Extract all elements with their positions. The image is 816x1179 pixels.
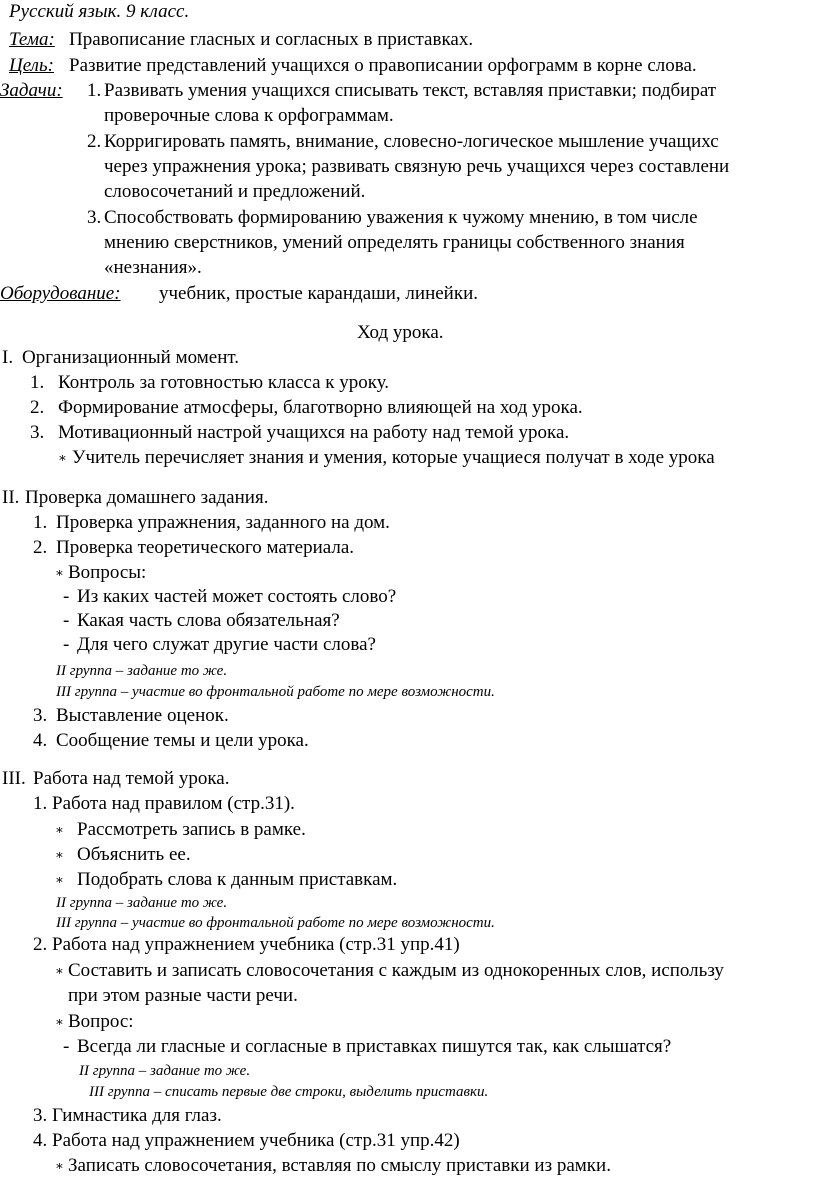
list-item: Формирование атмосферы, благотворно влияющей на ход урока. — [58, 397, 583, 418]
list-item: Выставление оценок. — [56, 705, 229, 726]
item-number: 2. — [33, 537, 48, 558]
task-line: словосочетаний и предложений. — [104, 181, 366, 202]
tasks-label: Задачи: — [0, 80, 63, 101]
equipment-label: Оборудование: — [0, 283, 121, 304]
task-line: Корригировать память, внимание, словесно-логическое мышление учащихс — [104, 131, 719, 152]
asterisk-bullet-icon: ∗ — [55, 847, 64, 862]
task-number: 3. — [87, 207, 102, 228]
bullet-text: Вопросы: — [68, 562, 147, 583]
asterisk-bullet-icon: ∗ — [58, 450, 67, 465]
group-note: II группа – задание то же. — [56, 663, 228, 679]
task-line: через упражнения урока; развивать связную речь учащихся через составлени — [104, 156, 730, 177]
list-item: Проверка теоретического материала. — [56, 537, 355, 558]
group-note: III группа – участие во фронтальной работе по мере возможности. — [56, 915, 495, 931]
bullet-text: Вопрос: — [68, 1011, 134, 1032]
item-number: 1. — [33, 512, 48, 533]
group-note: III группа – участие во фронтальной работе по мере возможности. — [56, 684, 495, 700]
list-item: Контроль за готовностью класса к уроку. — [58, 372, 390, 393]
group-note: III группа – списать первые две строки, выделить приставки. — [89, 1084, 489, 1100]
bullet-text: Рассмотреть запись в рамке. — [77, 819, 306, 840]
list-item: 1. Работа над правилом (стр.31). — [33, 793, 295, 814]
section-title: Работа над темой урока. — [33, 768, 230, 789]
dash-icon: - — [63, 634, 70, 655]
goal-label: Цель: — [9, 55, 54, 76]
list-item: Сообщение темы и цели урока. — [56, 730, 309, 751]
item-number: 3. — [33, 705, 48, 726]
bullet-text: Объяснить ее. — [77, 844, 191, 865]
dash-icon: - — [63, 586, 70, 607]
group-note: II группа – задание то же. — [56, 895, 228, 911]
bullet-text: при этом разные части речи. — [68, 985, 298, 1006]
task-number: 2. — [87, 131, 102, 152]
lesson-title: Ход урока. — [357, 322, 444, 343]
item-number: 1. — [30, 372, 45, 393]
asterisk-bullet-icon: ∗ — [55, 1158, 64, 1173]
bullet-text: Записать словосочетания, вставляя по смыслу приставки из рамки. — [68, 1155, 611, 1176]
task-number: 1. — [87, 80, 102, 101]
list-item: 4. Работа над упражнением учебника (стр.31 упр.42) — [33, 1130, 460, 1151]
list-item: Мотивационный настрой учащихся на работу над темой урока. — [58, 422, 570, 443]
asterisk-bullet-icon: ∗ — [55, 963, 64, 978]
topic-label: Тема: — [9, 29, 55, 50]
section-title: Проверка домашнего задания. — [25, 487, 269, 508]
list-item: 3. Гимнастика для глаз. — [33, 1105, 222, 1126]
bullet-text: Составить и записать словосочетания с каждым из однокоренных слов, использу — [68, 960, 724, 981]
task-line: Развивать умения учащихся списывать текст, вставляя приставки; подбират — [104, 80, 717, 101]
item-number: 2. — [30, 397, 45, 418]
goal-text: Развитие представлений учащихся о правописании орфограмм в корне слова. — [69, 55, 697, 76]
subject-line: Русский язык. 9 класс. — [9, 1, 190, 22]
dash-icon: - — [63, 610, 70, 631]
task-line: мнению сверстников, умений определять границы собственного знания — [104, 232, 685, 253]
asterisk-bullet-icon: ∗ — [55, 565, 64, 580]
task-line: проверочные слова к орфограммам. — [104, 105, 394, 126]
question-item: Для чего служат другие части слова? — [77, 634, 376, 655]
question-item: Из каких частей может состоять слово? — [77, 586, 397, 607]
task-line: «незнания». — [104, 257, 202, 278]
asterisk-bullet-icon: ∗ — [55, 822, 64, 837]
list-item: 2. Работа над упражнением учебника (стр.31 упр.41) — [33, 934, 460, 955]
equipment-text: учебник, простые карандаши, линейки. — [159, 283, 478, 304]
dash-icon: - — [63, 1036, 70, 1057]
topic-text: Правописание гласных и согласных в приставках. — [69, 29, 474, 50]
section-number: III. — [2, 768, 26, 789]
bullet-text: Учитель перечисляет знания и умения, которые учащиеся получат в ходе урока — [72, 447, 715, 468]
asterisk-bullet-icon: ∗ — [55, 872, 64, 887]
item-number: 3. — [30, 422, 45, 443]
section-number: II. — [2, 487, 20, 508]
task-line: Способствовать формированию уважения к чужому мнению, в том числе — [104, 207, 698, 228]
section-number: I. — [2, 347, 14, 368]
item-number: 4. — [33, 730, 48, 751]
section-title: Организационный момент. — [22, 347, 239, 368]
question-item: Какая часть слова обязательная? — [77, 610, 340, 631]
question-item: Всегда ли гласные и согласные в приставках пишутся так, как слышатся? — [77, 1036, 672, 1057]
asterisk-bullet-icon: ∗ — [55, 1014, 64, 1029]
group-note: II группа – задание то же. — [79, 1063, 251, 1079]
bullet-text: Подобрать слова к данным приставкам. — [77, 869, 398, 890]
list-item: Проверка упражнения, заданного на дом. — [56, 512, 390, 533]
